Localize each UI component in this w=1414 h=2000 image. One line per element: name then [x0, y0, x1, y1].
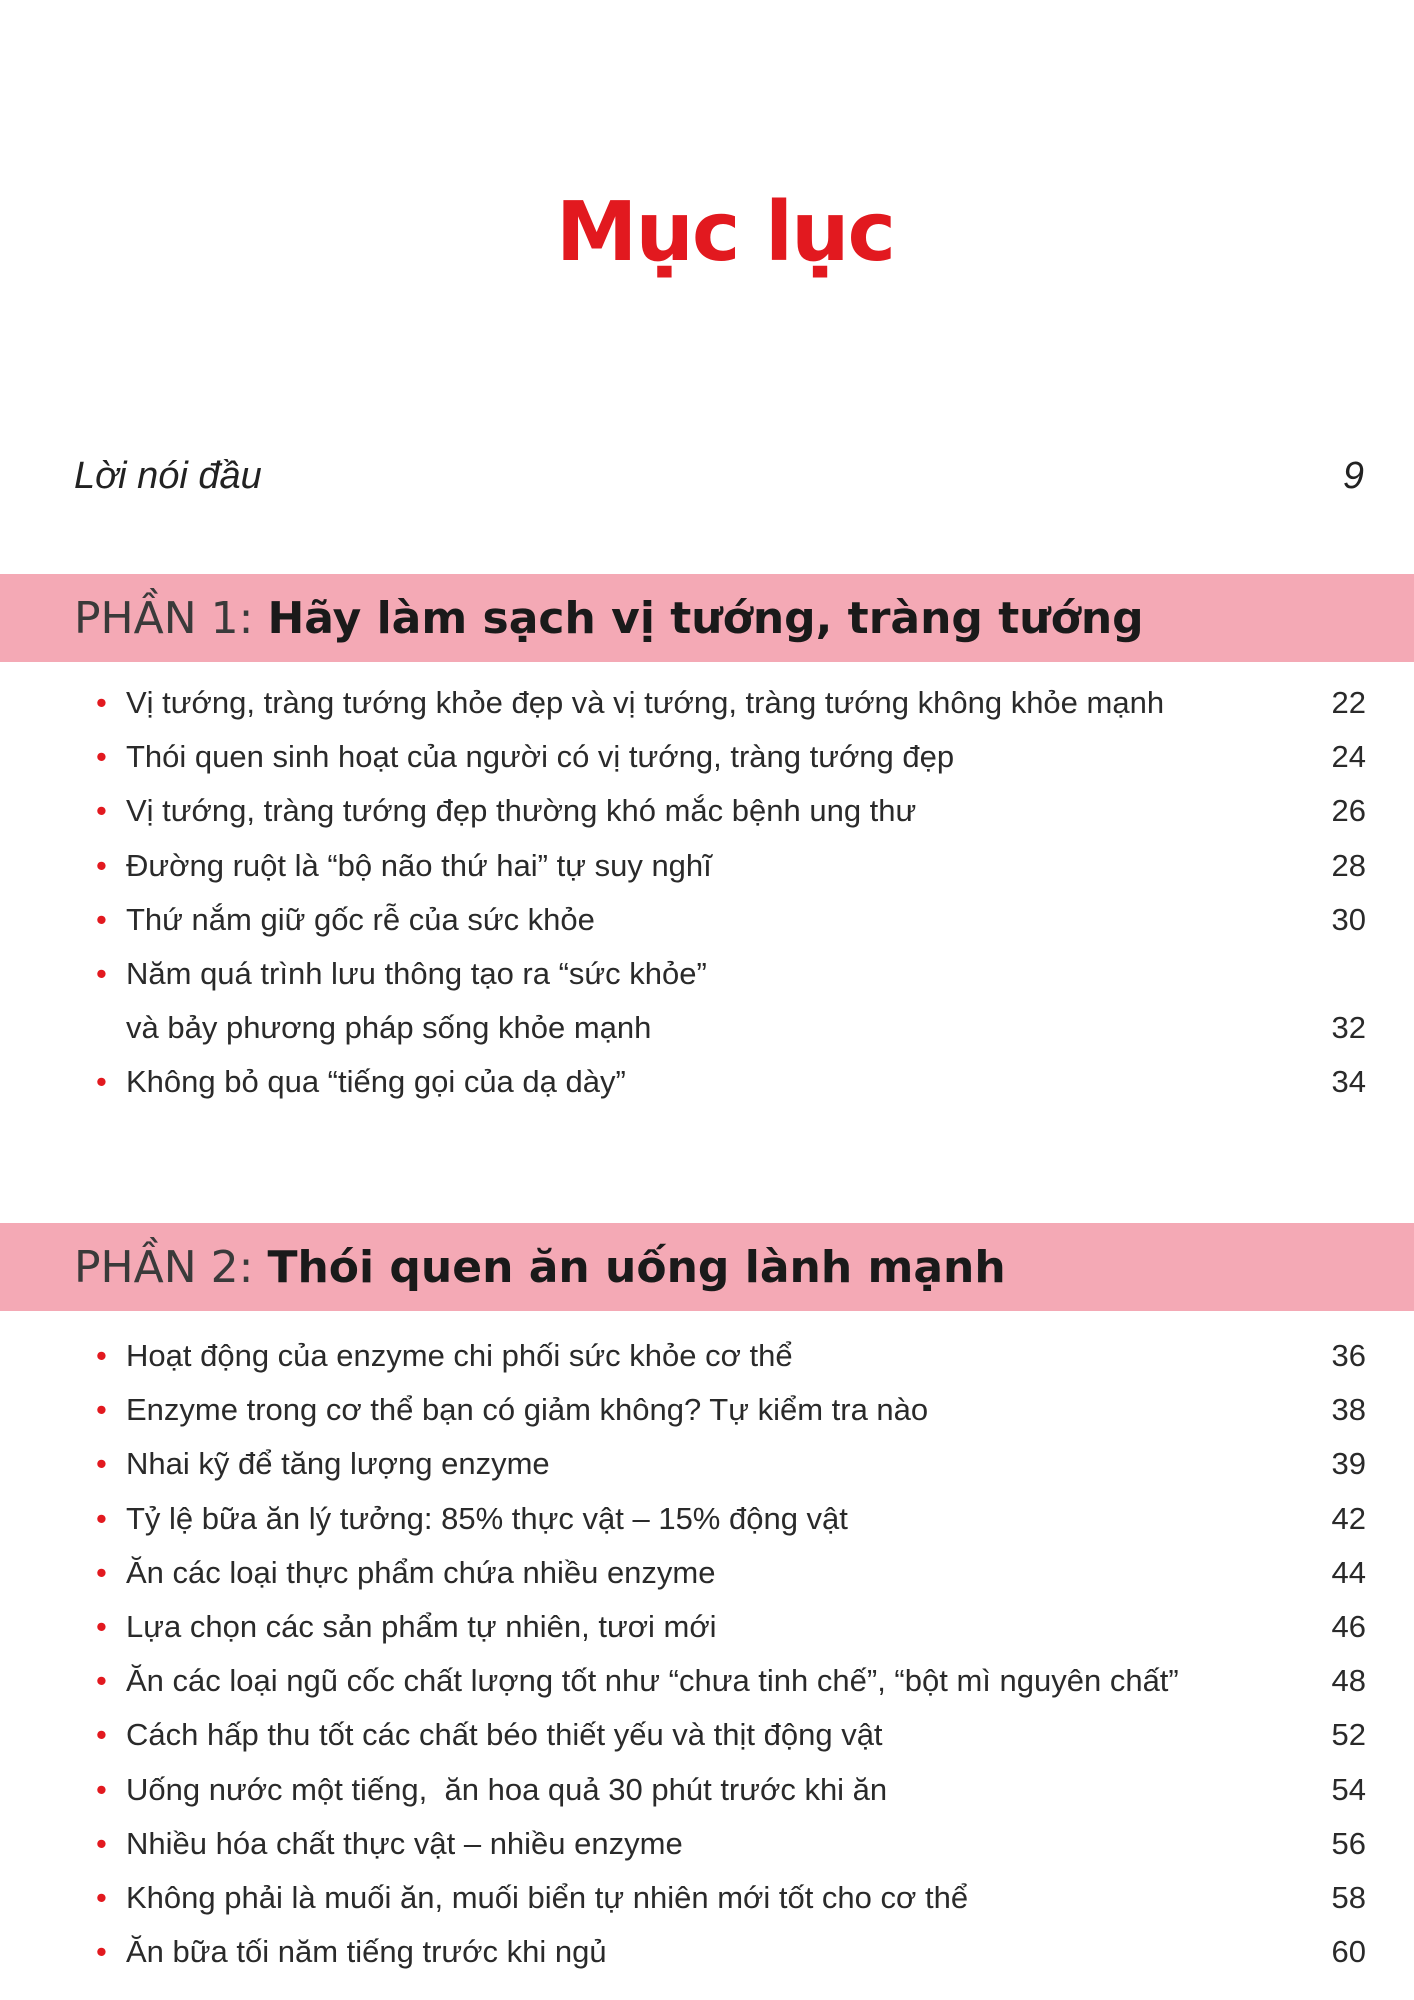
preface-page: 9: [1342, 455, 1364, 497]
bullet-icon: •: [96, 901, 107, 937]
entry-text: Nhiều hóa chất thực vật – nhiều enzyme: [126, 1825, 683, 1861]
entry-page: 42: [1331, 1500, 1366, 1536]
entry-text: Cách hấp thu tốt các chất béo thiết yếu và thịt động vật: [126, 1717, 883, 1753]
toc-entry[interactable]: [96, 893, 1366, 947]
toc-entry[interactable]: [96, 1817, 1366, 1871]
entry-text-line-1: Năm quá trình lưu thông tạo ra “sức khỏe”: [126, 956, 707, 992]
entry-text: Thói quen sinh hoạt của người có vị tướng, tràng tướng đẹp: [126, 739, 955, 775]
toc-entry[interactable]: [96, 1055, 1366, 1109]
entry-page: 44: [1331, 1554, 1366, 1590]
entry-page: 56: [1331, 1825, 1366, 1861]
bullet-icon: •: [96, 1609, 107, 1645]
toc-entry[interactable]: [96, 1871, 1366, 1925]
entry-text: Nhai kỹ để tăng lượng enzyme: [126, 1446, 550, 1482]
bullet-icon: •: [96, 956, 107, 992]
entry-page: 34: [1331, 1064, 1366, 1100]
toc-entry[interactable]: [96, 1383, 1366, 1437]
part-1-header: [0, 574, 1414, 662]
toc-entry[interactable]: [96, 947, 1366, 1055]
entry-text: Không bỏ qua “tiếng gọi của dạ dày”: [126, 1064, 626, 1100]
entry-page: 32: [1331, 1010, 1366, 1046]
entry-text: Ăn các loại ngũ cốc chất lượng tốt như “chưa tinh chế”, “bột mì nguyên chất”: [126, 1663, 1179, 1699]
part-2-title: Thói quen ăn uống lành mạnh: [267, 1241, 1006, 1293]
entry-page: 48: [1331, 1663, 1366, 1699]
bullet-icon: •: [96, 1880, 107, 1916]
entry-text: Ăn các loại thực phẩm chứa nhiều enzyme: [126, 1554, 716, 1590]
bullet-icon: •: [96, 1825, 107, 1861]
part-1-label: PHẦN 1:: [74, 592, 254, 644]
entry-text: Không phải là muối ăn, muối biển tự nhiên mới tốt cho cơ thể: [126, 1880, 969, 1916]
bullet-icon: •: [96, 1392, 107, 1428]
bullet-icon: •: [96, 847, 107, 883]
toc-entry[interactable]: [96, 1546, 1366, 1600]
entry-text: Hoạt động của enzyme chi phối sức khỏe cơ thể: [126, 1338, 793, 1373]
toc-entry[interactable]: [96, 1492, 1366, 1546]
entry-text-line-2: và bảy phương pháp sống khỏe mạnh: [126, 1010, 652, 1046]
entry-page: 60: [1331, 1934, 1366, 1970]
entry-text: Vị tướng, tràng tướng khỏe đẹp và vị tướng, tràng tướng không khỏe mạnh: [126, 685, 1165, 720]
part-1-title: Hãy làm sạch vị tướng, tràng tướng: [267, 592, 1144, 644]
entry-page: 46: [1331, 1609, 1366, 1645]
entry-page: 30: [1331, 901, 1366, 937]
toc-entry[interactable]: [96, 1437, 1366, 1491]
toc-entry[interactable]: [96, 839, 1366, 893]
entry-text-multiline: [126, 947, 707, 1055]
bullet-icon: •: [96, 1663, 107, 1699]
bullet-icon: •: [96, 685, 107, 720]
toc-entry[interactable]: [96, 784, 1366, 838]
part-1-entries: [96, 676, 1366, 1110]
toc-entry[interactable]: [96, 1925, 1366, 1979]
entry-text: Ăn bữa tối năm tiếng trước khi ngủ: [126, 1934, 607, 1970]
entry-page: 24: [1331, 739, 1366, 775]
part-2-label: PHẦN 2:: [74, 1241, 254, 1293]
bullet-icon: •: [96, 1934, 107, 1970]
bullet-icon: •: [96, 1771, 107, 1807]
entry-text: Lựa chọn các sản phẩm tự nhiên, tươi mới: [126, 1609, 717, 1645]
bullet-icon: •: [96, 1717, 107, 1753]
entry-text: Uống nước một tiếng, ăn hoa quả 30 phút trước khi ăn: [126, 1771, 888, 1807]
toc-entry[interactable]: [96, 1763, 1366, 1817]
part-2-header: [0, 1223, 1414, 1311]
part-2-entries: [96, 1329, 1366, 1979]
bullet-icon: •: [96, 1064, 107, 1100]
bullet-icon: •: [96, 739, 107, 775]
entry-page: 22: [1331, 685, 1366, 720]
entry-page: 39: [1331, 1446, 1366, 1482]
entry-text: Tỷ lệ bữa ăn lý tưởng: 85% thực vật – 15% động vật: [126, 1500, 848, 1536]
entry-text: Vị tướng, tràng tướng đẹp thường khó mắc bệnh ung thư: [126, 793, 917, 829]
toc-entry[interactable]: [96, 730, 1366, 784]
bullet-icon: •: [96, 1554, 107, 1590]
entry-page: 26: [1331, 793, 1366, 829]
bullet-icon: •: [96, 1446, 107, 1482]
toc-preface[interactable]: [74, 455, 1364, 498]
page-title: Mục lục: [555, 185, 895, 280]
entry-page: 54: [1331, 1771, 1366, 1807]
entry-page: 38: [1331, 1392, 1366, 1428]
preface-label: Lời nói đầu: [74, 455, 262, 497]
bullet-icon: •: [96, 793, 107, 829]
entry-page: 58: [1331, 1880, 1366, 1916]
entry-text: Thứ nắm giữ gốc rễ của sức khỏe: [126, 901, 595, 937]
entry-page: 28: [1331, 847, 1366, 883]
toc-entry[interactable]: [96, 1600, 1366, 1654]
entry-page: 36: [1331, 1338, 1366, 1373]
entry-text: Enzyme trong cơ thể bạn có giảm không? Tự kiểm tra nào: [126, 1392, 929, 1428]
toc-entry[interactable]: [96, 1654, 1366, 1708]
entry-page: 52: [1331, 1717, 1366, 1753]
toc-entry[interactable]: [96, 676, 1366, 730]
toc-entry[interactable]: [96, 1329, 1366, 1383]
bullet-icon: •: [96, 1338, 107, 1373]
bullet-icon: •: [96, 1500, 107, 1536]
toc-entry[interactable]: [96, 1708, 1366, 1762]
entry-text: Đường ruột là “bộ não thứ hai” tự suy nghĩ: [126, 847, 712, 883]
